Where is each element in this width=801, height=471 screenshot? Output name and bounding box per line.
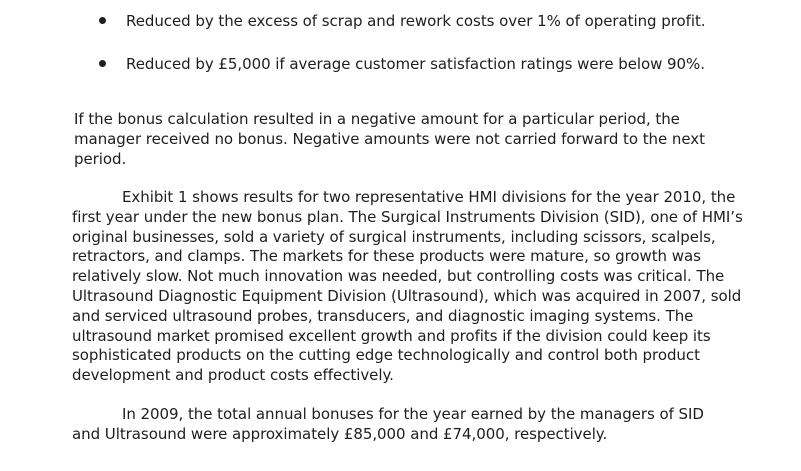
bullet-dot-icon <box>99 60 106 67</box>
paragraph-2009-bonuses <box>72 405 792 445</box>
bullet-text: Reduced by £5,000 if average customer satisfaction ratings were below 90%. <box>126 55 705 73</box>
text-line: If the bonus calculation resulted in a negative amount for a particular period, the <box>74 110 680 128</box>
text-line: Ultrasound Diagnostic Equipment Division (Ultrasound), which was acquired in 2007, sold <box>72 286 742 305</box>
text-line: development and product costs effectively. <box>72 366 394 385</box>
text-line: ultrasound market promised excellent growth and profits if the division could keep its <box>72 326 711 345</box>
paragraph-negative-bonus <box>74 110 774 169</box>
text-line: period. <box>74 149 127 168</box>
text-line: first year under the new bonus plan. The Surgical Instruments Division (SID), one of HMI’s <box>72 207 743 226</box>
text-line: relatively slow. Not much innovation was needed, but controlling costs was critical. The <box>72 267 725 286</box>
text-line: retractors, and clamps. The markets for these products were mature, so growth was <box>72 247 701 266</box>
text-line: sophisticated products on the cutting edge technologically and control both product <box>72 346 700 365</box>
text-line: original businesses, sold a variety of surgical instruments, including scissors, scalpels, <box>72 227 716 246</box>
text-line: manager received no bonus. Negative amounts were not carried forward to the next <box>74 129 705 148</box>
text-line: In 2009, the total annual bonuses for the year earned by the managers of SID <box>122 405 704 423</box>
text-line: and Ultrasound were approximately £85,000 and £74,000, respectively. <box>72 424 608 443</box>
bullet-item-customer-satisfaction <box>0 53 801 75</box>
bullet-dot-icon <box>99 17 106 24</box>
paragraph-exhibit-1 <box>72 188 792 386</box>
text-line: Exhibit 1 shows results for two representative HMI divisions for the year 2010, the <box>122 188 736 206</box>
text-line: and serviced ultrasound probes, transducers, and diagnostic imaging systems. The <box>72 306 694 325</box>
bullet-text: Reduced by the excess of scrap and rework costs over 1% of operating profit. <box>126 12 706 30</box>
bullet-item-scrap-rework <box>0 10 801 32</box>
